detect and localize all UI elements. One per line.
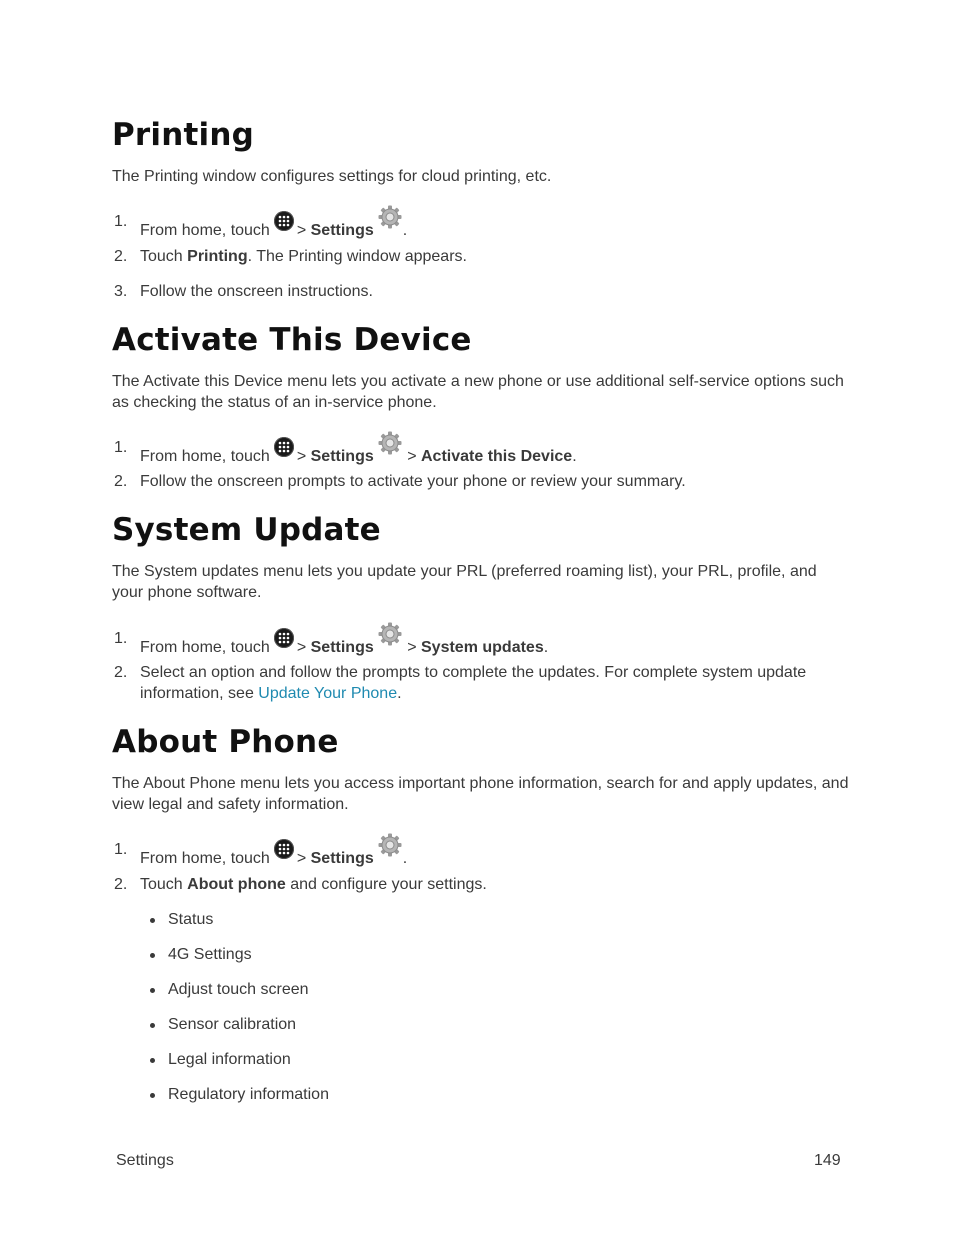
- apps-grid-icon-graphic: [274, 437, 294, 457]
- printing-intro: The Printing window configures settings for cloud printing, etc.: [112, 168, 552, 185]
- list-item-label: Adjust touch screen: [168, 981, 309, 998]
- period: .: [397, 685, 402, 702]
- heading-about-phone: About Phone: [112, 724, 339, 760]
- apps-grid-icon: [274, 839, 294, 859]
- bullet-icon: [150, 918, 155, 923]
- period: .: [402, 222, 408, 239]
- apps-grid-icon-graphic: [274, 211, 294, 231]
- period: .: [572, 448, 577, 465]
- about-phone-label: About phone: [187, 876, 286, 893]
- step-number: 2.: [114, 248, 128, 265]
- settings-label: Settings: [310, 448, 374, 465]
- separator: >: [296, 850, 307, 867]
- bullet-icon: [150, 1093, 155, 1098]
- settings-label: Settings: [310, 222, 374, 239]
- footer-section-name: Settings: [116, 1152, 174, 1169]
- step-number: 2.: [114, 664, 128, 681]
- step-number: 1.: [114, 439, 128, 456]
- step-text: Follow the onscreen instructions.: [140, 283, 373, 300]
- separator: >: [407, 639, 417, 656]
- step-number: 2.: [114, 473, 128, 490]
- system-updates-label: System updates: [421, 639, 544, 656]
- step-number: 1.: [114, 213, 128, 230]
- gear-icon: [377, 204, 403, 230]
- list-item-label: Status: [168, 911, 214, 928]
- step-number: 2.: [114, 876, 128, 893]
- gear-icon: [377, 430, 403, 456]
- step-number: 1.: [114, 841, 128, 858]
- list-item-label: Regulatory information: [168, 1086, 329, 1103]
- apps-grid-icon: [274, 437, 294, 457]
- step-text: From home, touch: [140, 639, 270, 656]
- apps-grid-icon: [274, 211, 294, 231]
- update-your-phone-link[interactable]: Update Your Phone: [258, 685, 398, 702]
- gear-icon-graphic: [377, 430, 403, 456]
- step-number: 3.: [114, 283, 128, 300]
- step-text: Select an option and follow the prompts to complete the updates. For complete system update information, see: [140, 664, 807, 702]
- step-text: From home, touch: [140, 850, 270, 867]
- step-text: Follow the onscreen prompts to activate your phone or review your summary.: [140, 473, 686, 490]
- footer-page-number: 149: [814, 1152, 841, 1169]
- list-item-label: Legal information: [168, 1051, 291, 1068]
- heading-activate-device: Activate This Device: [112, 322, 472, 358]
- step-text: From home, touch: [140, 448, 270, 465]
- step-number: 1.: [114, 630, 128, 647]
- heading-printing: Printing: [112, 117, 255, 153]
- apps-grid-icon-graphic: [274, 628, 294, 648]
- bullet-icon: [150, 988, 155, 993]
- heading-system-update: System Update: [112, 512, 381, 548]
- step-text: Touch: [140, 876, 183, 893]
- apps-grid-icon-graphic: [274, 839, 294, 859]
- activate-intro: The Activate this Device menu lets you activate a new phone or use additional self-service options such as checking the status of an in-service phone.: [112, 373, 844, 411]
- gear-icon-graphic: [377, 832, 403, 858]
- period: .: [543, 639, 549, 656]
- step-text-end: and configure your settings.: [285, 876, 487, 893]
- gear-icon-graphic: [377, 621, 403, 647]
- system-update-intro: The System updates menu lets you update your PRL (preferred roaming list), your PRL, profile, and your phone software.: [112, 563, 817, 601]
- list-item-label: Sensor calibration: [168, 1016, 297, 1033]
- gear-icon: [377, 832, 403, 858]
- separator: >: [296, 639, 307, 656]
- gear-icon: [377, 621, 403, 647]
- step-text: Touch: [140, 248, 183, 265]
- separator: >: [296, 448, 307, 465]
- gear-icon-graphic: [377, 204, 403, 230]
- bullet-icon: [150, 1023, 155, 1028]
- printing-label: Printing: [187, 248, 248, 265]
- activate-device-label: Activate this Device: [421, 448, 573, 465]
- apps-grid-icon: [274, 628, 294, 648]
- separator: >: [296, 222, 307, 239]
- settings-label: Settings: [310, 639, 374, 656]
- about-phone-intro: The About Phone menu lets you access important phone information, search for and apply updates, and view legal and safety information.: [112, 775, 849, 813]
- bullet-icon: [150, 953, 155, 958]
- settings-label: Settings: [310, 850, 374, 867]
- step-text-end: . The Printing window appears.: [247, 248, 467, 265]
- period: .: [402, 850, 408, 867]
- step-text: From home, touch: [140, 222, 270, 239]
- list-item-label: 4G Settings: [168, 946, 252, 963]
- bullet-icon: [150, 1058, 155, 1063]
- separator: >: [407, 448, 417, 465]
